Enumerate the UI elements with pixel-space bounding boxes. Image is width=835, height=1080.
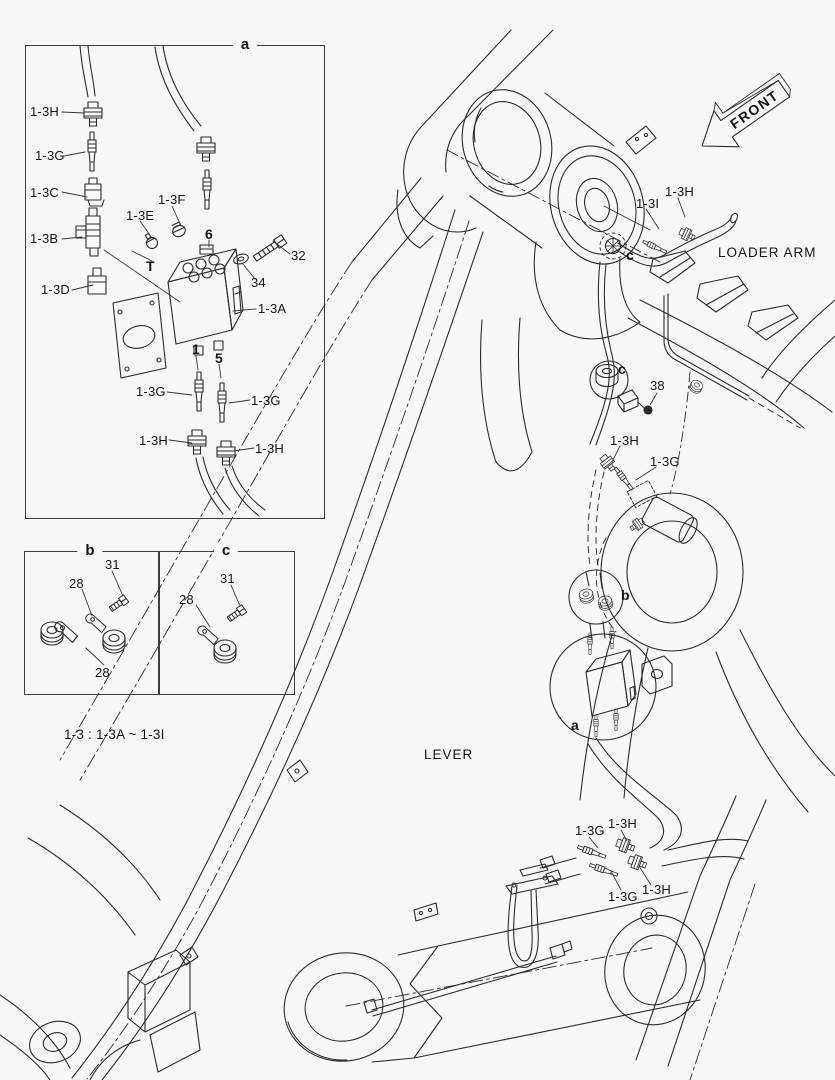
part-label: 1-3C xyxy=(30,185,59,200)
part-label: 1-3H xyxy=(608,816,637,831)
loader-arm-art xyxy=(0,30,835,1080)
part-label: 28 xyxy=(95,665,110,680)
part-label: 28 xyxy=(179,592,194,607)
part-label: 28 xyxy=(69,576,84,591)
detail-box-b-tag: b xyxy=(77,542,102,559)
hydraulic-lines xyxy=(540,212,800,884)
part-label: 34 xyxy=(251,275,266,290)
front-direction-arrow xyxy=(686,63,801,164)
front-label: FRONT xyxy=(726,86,782,132)
detail-box-c-tag: c xyxy=(214,542,238,559)
part-label: 6 xyxy=(205,226,213,242)
part-label: 1-3A xyxy=(258,301,287,316)
part-label: 1 xyxy=(192,341,200,357)
box-c-art xyxy=(196,605,247,663)
part-label: 1-3D xyxy=(41,282,70,297)
part-label: 1-3G xyxy=(136,384,166,399)
box-b-art xyxy=(41,595,129,653)
part-label: 1-3G xyxy=(650,454,680,469)
part-label: b xyxy=(621,587,630,603)
part-label: 31 xyxy=(105,557,120,572)
part-label: 1-3G xyxy=(608,889,638,904)
part-label: 1-3I xyxy=(636,196,660,211)
part-label: c xyxy=(626,247,634,263)
part-label: 1-3H xyxy=(30,104,59,119)
part-label: 1-3H xyxy=(610,433,639,448)
range-note: 1-3 : 1-3A ~ 1-3I xyxy=(64,727,165,742)
part-label: 1-3G xyxy=(575,823,605,838)
part-label: c xyxy=(618,361,626,377)
part-label: 1-3B xyxy=(30,231,59,246)
part-label: a xyxy=(571,717,579,733)
part-label: T xyxy=(146,258,155,274)
part-label: 32 xyxy=(291,248,306,263)
part-label: 1-3H xyxy=(642,882,671,897)
part-label: 31 xyxy=(220,571,235,586)
part-label: 1-3H xyxy=(255,441,284,456)
part-label: 1-3G xyxy=(251,393,281,408)
part-label: LOADER ARM xyxy=(718,245,817,260)
part-label: 38 xyxy=(650,378,665,393)
part-label: 1-3E xyxy=(126,208,155,223)
lever-art xyxy=(276,864,755,1080)
part-label: 1-3F xyxy=(158,192,186,207)
detail-box-a-tag: a xyxy=(233,36,257,53)
part-label: 1-3G xyxy=(35,148,65,163)
part-label: LEVER xyxy=(424,747,474,762)
part-label: 1-3H xyxy=(665,184,694,199)
box-a-art xyxy=(76,46,287,516)
part-label: 5 xyxy=(215,350,223,366)
part-label: 1-3H xyxy=(139,433,168,448)
